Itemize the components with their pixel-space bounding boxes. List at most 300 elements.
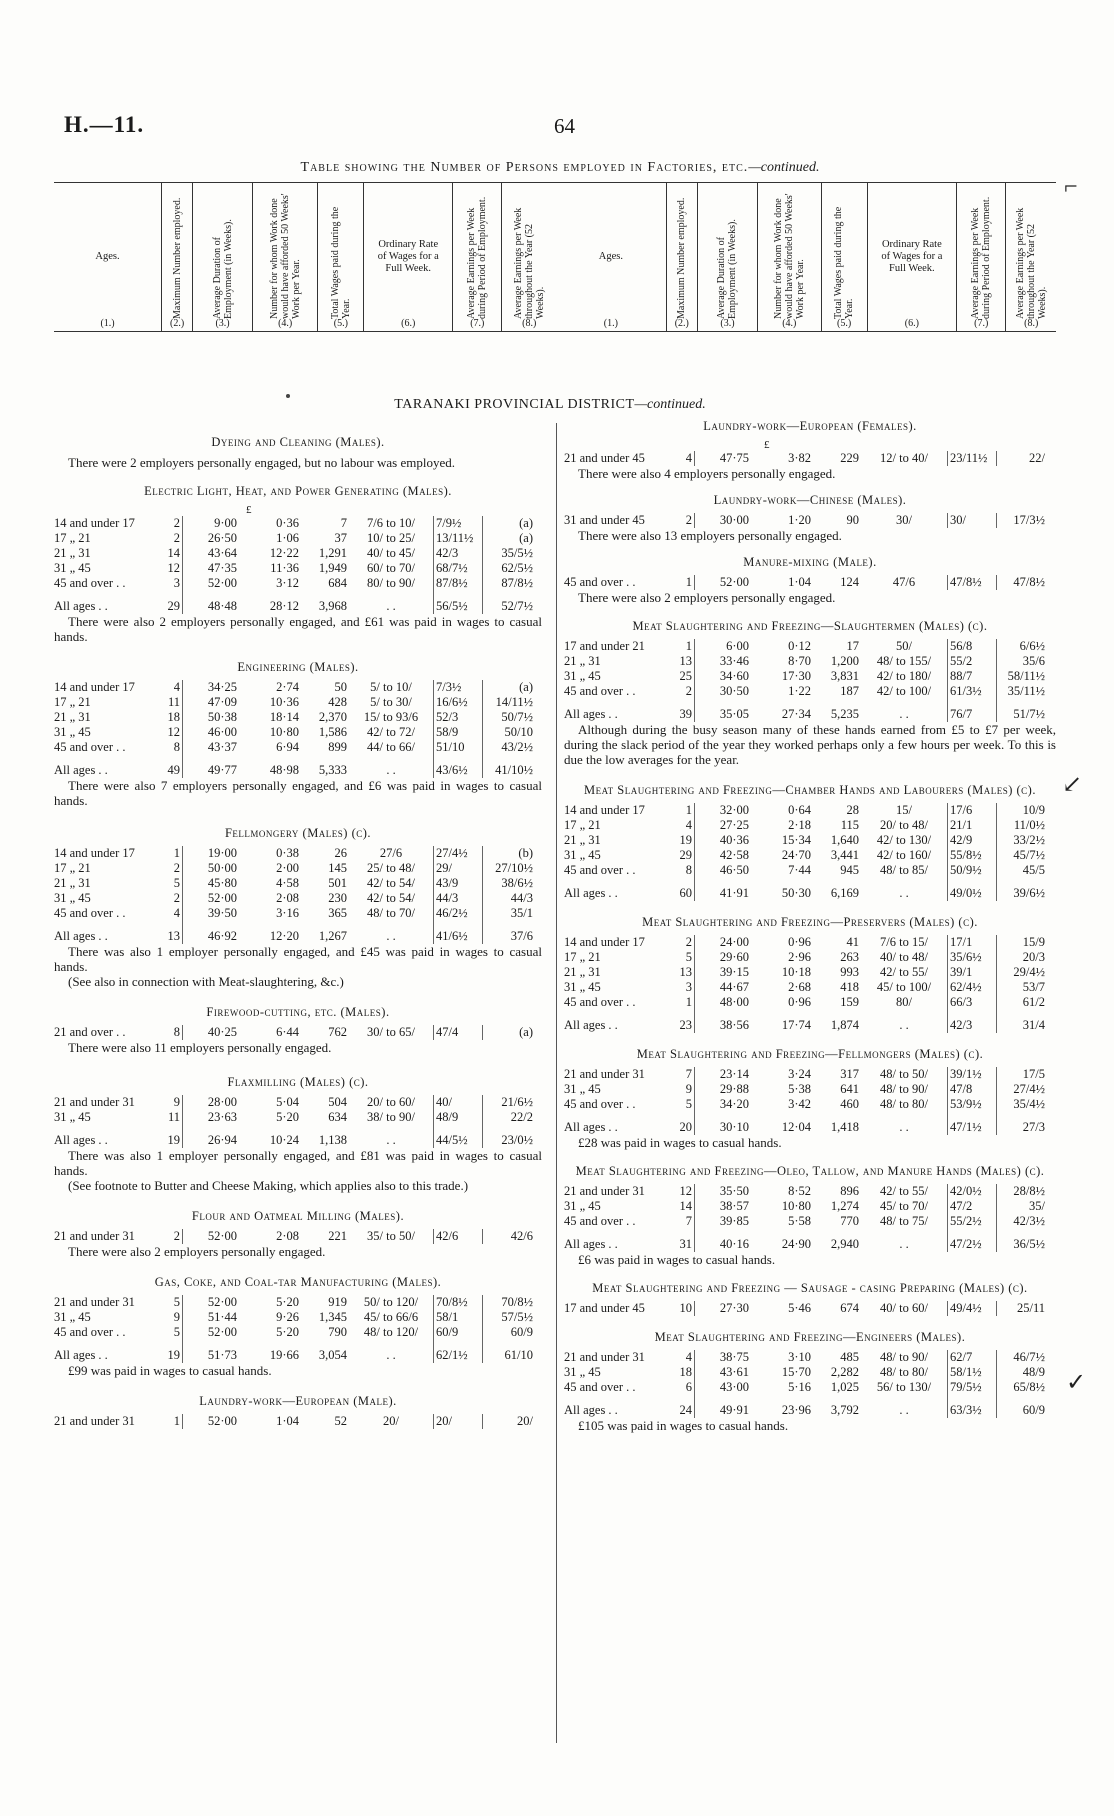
value-cell: 1,274 <box>830 1199 859 1213</box>
value-cell: 24·90 <box>781 1237 811 1251</box>
value-cell: 1,874 <box>830 1018 859 1032</box>
value-cell: 39/1½ <box>948 1067 997 1082</box>
value-cell: 50/ <box>861 639 948 654</box>
value-cell: 1 <box>666 995 695 1010</box>
value-cell: 58/1 <box>434 1310 483 1325</box>
table-row <box>564 1214 1047 1229</box>
margin-tick-mark: ⌐ <box>1064 174 1078 200</box>
table-row <box>54 695 535 710</box>
table-row <box>54 1110 535 1125</box>
total-row <box>54 1340 535 1363</box>
value-cell: 11/0½ <box>1013 818 1045 832</box>
section-note-2: (See footnote to Butter and Cheese Making, which applies also to this trade.) <box>68 1178 469 1193</box>
value-cell: 42/6 <box>510 1229 533 1243</box>
section-title: Meat Slaughtering and Freezing—Oleo, Tallow, and Manure Hands (Males) (c). <box>575 1164 1045 1178</box>
value-cell: 19 <box>666 833 695 848</box>
table-row <box>54 876 535 891</box>
value-cell: . . <box>349 755 434 778</box>
table-row <box>564 654 1047 669</box>
value-cell: 17·74 <box>781 1018 811 1032</box>
value-cell: 23·14 <box>719 1067 749 1081</box>
value-cell: 61/10 <box>504 1348 533 1362</box>
value-cell: 3·16 <box>276 906 299 920</box>
value-cell: 58/9 <box>434 725 483 740</box>
left-column <box>54 425 542 1429</box>
value-cell: 2·96 <box>788 950 811 964</box>
value-cell: 17·30 <box>781 669 811 683</box>
value-cell: 65/8½ <box>1013 1380 1045 1394</box>
age-cell: All ages . . <box>54 763 108 777</box>
value-cell: 49·77 <box>207 763 237 777</box>
column-divider <box>556 423 557 1743</box>
value-cell: 1 <box>666 803 695 818</box>
value-cell: 31/4 <box>1022 1018 1045 1032</box>
table-row <box>54 1229 535 1244</box>
value-cell: 1,949 <box>318 561 347 575</box>
value-cell: 21/1 <box>948 818 997 833</box>
value-cell: . . <box>861 1112 948 1135</box>
section-note: There were also 2 employers personally engaged. <box>578 590 836 605</box>
value-cell: 61/2 <box>1022 995 1045 1009</box>
age-cell: 45 and over . . <box>564 995 636 1009</box>
value-cell: 26·94 <box>207 1133 237 1147</box>
value-cell: 55/8½ <box>948 848 997 863</box>
value-cell: 7 <box>666 1214 695 1229</box>
value-cell: 5/ to 30/ <box>349 695 434 710</box>
value-cell: 38·56 <box>719 1018 749 1032</box>
age-cell: 17 „ 21 <box>564 818 601 832</box>
value-cell: (a) <box>519 1025 533 1039</box>
value-cell: 12/ to 40/ <box>861 451 948 466</box>
table-row <box>54 725 535 740</box>
value-cell: 634 <box>328 1110 347 1124</box>
value-cell: 55/2 <box>948 654 997 669</box>
age-cell: 31 „ 45 <box>564 848 601 862</box>
margin-tick-mark: ✓ <box>1066 1370 1087 1396</box>
value-cell: 27/4½ <box>1013 1082 1045 1096</box>
data-table <box>564 1067 1047 1135</box>
value-cell: 48/ to 90/ <box>861 1350 948 1365</box>
table-row <box>564 669 1047 684</box>
table-row <box>54 740 535 755</box>
value-cell: 3,054 <box>318 1348 347 1362</box>
age-cell: All ages . . <box>54 929 108 943</box>
value-cell: 5·20 <box>276 1295 299 1309</box>
col-7-r: Average Earnings per Week during Period of Employment. (7.) <box>956 183 1005 332</box>
data-table <box>564 639 1047 722</box>
value-cell: 57/5½ <box>501 1310 533 1324</box>
value-cell: 48/9 <box>434 1110 483 1125</box>
table-row <box>54 1414 535 1429</box>
value-cell: 40·25 <box>207 1025 237 1039</box>
value-cell: 48/ to 80/ <box>861 1365 948 1380</box>
value-cell: 66/3 <box>948 995 997 1010</box>
value-cell: 945 <box>840 863 859 877</box>
value-cell: 62/7 <box>948 1350 997 1365</box>
section-note: There were also 13 employers personally engaged. <box>578 528 842 543</box>
age-cell: 21 „ 31 <box>54 546 91 560</box>
col-8-r: Average Earnings per Week throughout the Year (52 Weeks). (8.) <box>1014 207 1048 329</box>
value-cell: 14 <box>666 1199 695 1214</box>
value-cell: 50 <box>334 680 347 694</box>
value-cell: 50/7½ <box>501 710 533 724</box>
value-cell: 56/8 <box>948 639 997 654</box>
age-cell: 45 and over . . <box>564 1214 636 1228</box>
age-cell: 31 „ 45 <box>564 1365 601 1379</box>
data-table <box>564 1301 1047 1316</box>
age-cell: All ages . . <box>564 707 618 721</box>
table-row <box>564 451 1047 466</box>
value-cell: 762 <box>328 1025 347 1039</box>
section-title: Meat Slaughtering and Freezing—Chamber Hands and Labourers (Males) (c). <box>584 783 1036 797</box>
value-cell: 26·50 <box>207 531 237 545</box>
table-row <box>564 1350 1047 1365</box>
value-cell: 5·38 <box>788 1082 811 1096</box>
value-cell: 3·24 <box>788 1067 811 1081</box>
value-cell: 47/8 <box>948 1082 997 1097</box>
table-row <box>564 1380 1047 1395</box>
value-cell: 35/11½ <box>1007 684 1045 698</box>
value-cell: 15·34 <box>781 833 811 847</box>
data-table <box>54 516 535 614</box>
value-cell: 23/11½ <box>948 451 997 466</box>
value-cell: . . <box>349 921 434 944</box>
age-cell: 21 and over . . <box>54 1025 126 1039</box>
value-cell: 36/5½ <box>1013 1237 1045 1251</box>
value-cell: 68/7½ <box>434 561 483 576</box>
value-cell: 48/9 <box>1022 1365 1045 1379</box>
value-cell: 2 <box>666 513 695 528</box>
value-cell: 19 <box>154 1125 183 1148</box>
value-cell: 1,345 <box>318 1310 347 1324</box>
value-cell: 52·00 <box>207 891 237 905</box>
right-column <box>564 419 1056 1433</box>
value-cell: 3·42 <box>788 1097 811 1111</box>
value-cell: 2·00 <box>276 861 299 875</box>
age-cell: 31 „ 45 <box>564 669 601 683</box>
value-cell: 18 <box>666 1365 695 1380</box>
value-cell: 6·44 <box>276 1025 299 1039</box>
value-cell: 8 <box>666 863 695 878</box>
value-cell: 10·36 <box>269 695 299 709</box>
total-row <box>564 1395 1047 1418</box>
age-cell: 17 „ 21 <box>54 861 91 875</box>
value-cell: 51·73 <box>207 1348 237 1362</box>
value-cell: 2 <box>666 684 695 699</box>
value-cell: 43/6½ <box>434 755 483 778</box>
value-cell: 19·00 <box>207 846 237 860</box>
value-cell: 6,169 <box>830 886 859 900</box>
value-cell: 88/7 <box>948 669 997 684</box>
value-cell: 52·00 <box>207 576 237 590</box>
value-cell: 1 <box>666 639 695 654</box>
data-table <box>564 575 1047 590</box>
value-cell: 52·00 <box>207 1325 237 1339</box>
age-cell: 17 „ 21 <box>54 695 91 709</box>
age-cell: 17 „ 21 <box>564 950 601 964</box>
section-title: Gas, Coke, and Coal-tar Manufacturing (Males). <box>154 1275 442 1289</box>
value-cell: 0·96 <box>788 935 811 949</box>
value-cell: 2·74 <box>276 680 299 694</box>
value-cell: 14 <box>154 546 183 561</box>
table-row <box>54 1295 535 1310</box>
value-cell: 641 <box>840 1082 859 1096</box>
table-row <box>54 1325 535 1340</box>
value-cell: 3,831 <box>830 669 859 683</box>
value-cell: 35·50 <box>719 1184 749 1198</box>
value-cell: 30·50 <box>719 684 749 698</box>
col-3-r: Average Duration of Employment (in Weeks). (3.) <box>697 183 757 332</box>
section-title: Engineering (Males). <box>237 660 359 674</box>
value-cell: 115 <box>840 818 859 832</box>
value-cell: 52·00 <box>207 1414 237 1428</box>
value-cell: 43·37 <box>207 740 237 754</box>
value-cell: 62/1½ <box>434 1340 483 1363</box>
value-cell: . . <box>349 1340 434 1363</box>
value-cell: 317 <box>840 1067 859 1081</box>
age-cell: 21 and under 31 <box>54 1095 135 1109</box>
value-cell: 229 <box>840 451 859 465</box>
value-cell: 45/7½ <box>1013 848 1045 862</box>
document-reference: H.—11. <box>64 112 145 137</box>
value-cell: 48/ to 50/ <box>861 1067 948 1082</box>
value-cell: 23·63 <box>207 1110 237 1124</box>
value-cell: (a) <box>519 531 533 545</box>
value-cell: 48/ to 85/ <box>861 863 948 878</box>
age-cell: 21 and under 31 <box>54 1414 135 1428</box>
value-cell: 24·70 <box>781 848 811 862</box>
value-cell: 52 <box>334 1414 347 1428</box>
age-cell: All ages . . <box>564 1018 618 1032</box>
value-cell: . . <box>861 699 948 722</box>
value-cell: 87/8½ <box>501 576 533 590</box>
value-cell: 30/ <box>948 513 997 528</box>
section-title: Fellmongery (Males) (c). <box>224 826 372 840</box>
pound-sign: £ <box>246 504 252 516</box>
col-8: Average Earnings per Week throughout the Year (52 Weeks). (8.) <box>512 207 546 329</box>
value-cell: 44/ to 66/ <box>349 740 434 755</box>
value-cell: 48·00 <box>719 995 749 1009</box>
table-row <box>54 710 535 725</box>
value-cell: 35/1 <box>510 906 533 920</box>
value-cell: 4 <box>666 1350 695 1365</box>
value-cell: 37/6 <box>510 929 533 943</box>
value-cell: 90 <box>846 513 859 527</box>
district-heading: TARANAKI PROVINCIAL DISTRICT—continued. <box>394 397 706 412</box>
data-table <box>564 1350 1047 1418</box>
value-cell: 50/ to 120/ <box>349 1295 434 1310</box>
value-cell: 41/6½ <box>434 921 483 944</box>
value-cell: 6·94 <box>276 740 299 754</box>
value-cell: 40/ <box>434 1095 483 1110</box>
value-cell: 1,267 <box>318 929 347 943</box>
value-cell: 11·36 <box>270 561 299 575</box>
value-cell: 14/11½ <box>495 695 533 709</box>
value-cell: 17/3½ <box>1013 513 1045 527</box>
value-cell: 47·09 <box>207 695 237 709</box>
data-table <box>564 513 1047 528</box>
value-cell: 48/ to 80/ <box>861 1097 948 1112</box>
value-cell: 39·50 <box>207 906 237 920</box>
value-cell: 3·10 <box>788 1350 811 1364</box>
section-title: Meat Slaughtering and Freezing—Fellmongers (Males) (c). <box>636 1047 984 1061</box>
value-cell: 9 <box>154 1095 183 1110</box>
value-cell: 30/ to 65/ <box>349 1025 434 1040</box>
age-cell: 21 and under 45 <box>564 451 645 465</box>
value-cell: 29 <box>666 848 695 863</box>
data-table <box>54 1095 535 1148</box>
value-cell: 39·85 <box>719 1214 749 1228</box>
table-title-suffix: —continued. <box>748 160 820 175</box>
value-cell: 50/10 <box>504 725 533 739</box>
table-row <box>564 980 1047 995</box>
age-cell: 14 and under 17 <box>564 935 645 949</box>
table-row <box>564 575 1047 590</box>
age-cell: 31 „ 45 <box>54 891 91 905</box>
value-cell: 55/2½ <box>948 1214 997 1229</box>
value-cell: 460 <box>840 1097 859 1111</box>
table-title <box>160 160 960 176</box>
value-cell: 1,200 <box>830 654 859 668</box>
value-cell: 1,586 <box>318 725 347 739</box>
value-cell: (a) <box>519 516 533 530</box>
value-cell: 60/9 <box>434 1325 483 1340</box>
age-cell: 21 „ 31 <box>54 876 91 890</box>
value-cell: 49 <box>154 755 183 778</box>
value-cell: 9 <box>666 1082 695 1097</box>
value-cell: 35/ to 50/ <box>349 1229 434 1244</box>
total-row <box>54 591 535 614</box>
section-title: Meat Slaughtering and Freezing — Sausage - casing Preparing (Males) (c). <box>592 1281 1028 1295</box>
age-cell: 45 and over . . <box>564 1380 636 1394</box>
value-cell: 2 <box>154 516 183 531</box>
value-cell: 770 <box>840 1214 859 1228</box>
value-cell: 1·22 <box>788 684 811 698</box>
value-cell: 485 <box>840 1350 859 1364</box>
value-cell: 418 <box>840 980 859 994</box>
data-table <box>564 803 1047 901</box>
age-cell: 21 „ 31 <box>564 965 601 979</box>
value-cell: 5,333 <box>318 763 347 777</box>
value-cell: 790 <box>328 1325 347 1339</box>
age-cell: 45 and over . . <box>54 906 126 920</box>
table-row <box>54 846 535 861</box>
value-cell: 42/9 <box>948 833 997 848</box>
col-2: Maximum Number employed. (2.) <box>162 183 193 332</box>
value-cell: 5/ to 10/ <box>349 680 434 695</box>
value-cell: 2 <box>154 531 183 546</box>
value-cell: 29·88 <box>719 1082 749 1096</box>
value-cell: 42/3½ <box>1013 1214 1045 1228</box>
value-cell: 20/ <box>349 1414 434 1429</box>
data-table <box>54 1414 535 1429</box>
value-cell: 38·75 <box>719 1350 749 1364</box>
table-row <box>564 833 1047 848</box>
value-cell: 42/ to 54/ <box>349 891 434 906</box>
value-cell: 15/ <box>861 803 948 818</box>
table-row <box>54 1310 535 1325</box>
value-cell: 35/6 <box>1022 654 1045 668</box>
age-cell: 31 „ 45 <box>54 1110 91 1124</box>
value-cell: 33/2½ <box>1013 833 1045 847</box>
value-cell: 11 <box>154 695 183 710</box>
value-cell: 504 <box>328 1095 347 1109</box>
value-cell: 12·20 <box>269 929 299 943</box>
table-row <box>54 546 535 561</box>
value-cell: 3 <box>154 576 183 591</box>
value-cell: . . <box>861 878 948 901</box>
value-cell: (b) <box>518 846 533 860</box>
total-row <box>564 699 1047 722</box>
value-cell: 47/6 <box>861 575 948 590</box>
age-cell: 14 and under 17 <box>564 803 645 817</box>
value-cell: 12 <box>154 725 183 740</box>
value-cell: 39/6½ <box>1013 886 1045 900</box>
value-cell: 10·24 <box>269 1133 299 1147</box>
value-cell: 20/ to 60/ <box>349 1095 434 1110</box>
value-cell: 42/6 <box>434 1229 483 1244</box>
age-cell: 31 „ 45 <box>54 561 91 575</box>
age-cell: 45 and over . . <box>54 1325 126 1339</box>
value-cell: 221 <box>328 1229 347 1243</box>
section-note: £28 was paid in wages to casual hands. <box>578 1135 782 1150</box>
value-cell: 30·00 <box>719 513 749 527</box>
value-cell: 5·16 <box>788 1380 811 1394</box>
value-cell: 5·20 <box>276 1325 299 1339</box>
value-cell: 28·12 <box>269 599 299 613</box>
value-cell: 20/3 <box>1022 950 1045 964</box>
value-cell: 20 <box>666 1112 695 1135</box>
value-cell: 5,235 <box>830 707 859 721</box>
value-cell: 80/ to 90/ <box>349 576 434 591</box>
value-cell: 43·61 <box>719 1365 749 1379</box>
value-cell: 17 <box>846 639 859 653</box>
value-cell: 22/ <box>1029 451 1045 465</box>
value-cell: 7 <box>340 516 347 530</box>
table-row <box>54 906 535 921</box>
value-cell: 1,640 <box>830 833 859 847</box>
section-title: Meat Slaughtering and Freezing—Slaughtermen (Males) (c). <box>632 619 988 633</box>
value-cell: 53/7 <box>1022 980 1045 994</box>
value-cell: 23·96 <box>781 1403 811 1417</box>
value-cell: 45·80 <box>207 876 237 890</box>
value-cell: 50·30 <box>781 886 811 900</box>
table-row <box>54 561 535 576</box>
value-cell: 47/1½ <box>948 1112 997 1135</box>
table-row <box>564 1365 1047 1380</box>
value-cell: 43/9 <box>434 876 483 891</box>
value-cell: 10·80 <box>269 725 299 739</box>
value-cell: 50/9½ <box>948 863 997 878</box>
col-3: Average Duration of Employment (in Weeks). (3.) <box>193 183 253 332</box>
col-5-r: Total Wages paid during the Year. (5.) <box>821 183 867 332</box>
section-note-2: (See also in connection with Meat-slaughtering, &c.) <box>68 974 344 989</box>
value-cell: 3·82 <box>788 451 811 465</box>
value-cell: 52/3 <box>434 710 483 725</box>
age-cell: 45 and over . . <box>564 863 636 877</box>
data-table <box>54 1229 535 1244</box>
value-cell: 46/2½ <box>434 906 483 921</box>
value-cell: 29·60 <box>719 950 749 964</box>
value-cell: 61/3½ <box>948 684 997 699</box>
value-cell: 48/ to 120/ <box>349 1325 434 1340</box>
age-cell: 21 and under 31 <box>54 1295 135 1309</box>
value-cell: 5 <box>154 1295 183 1310</box>
age-cell: 14 and under 17 <box>54 680 135 694</box>
value-cell: 10/ to 25/ <box>349 531 434 546</box>
value-cell: 51/7½ <box>1013 707 1045 721</box>
col-2-r: Maximum Number employed. (2.) <box>666 183 697 332</box>
